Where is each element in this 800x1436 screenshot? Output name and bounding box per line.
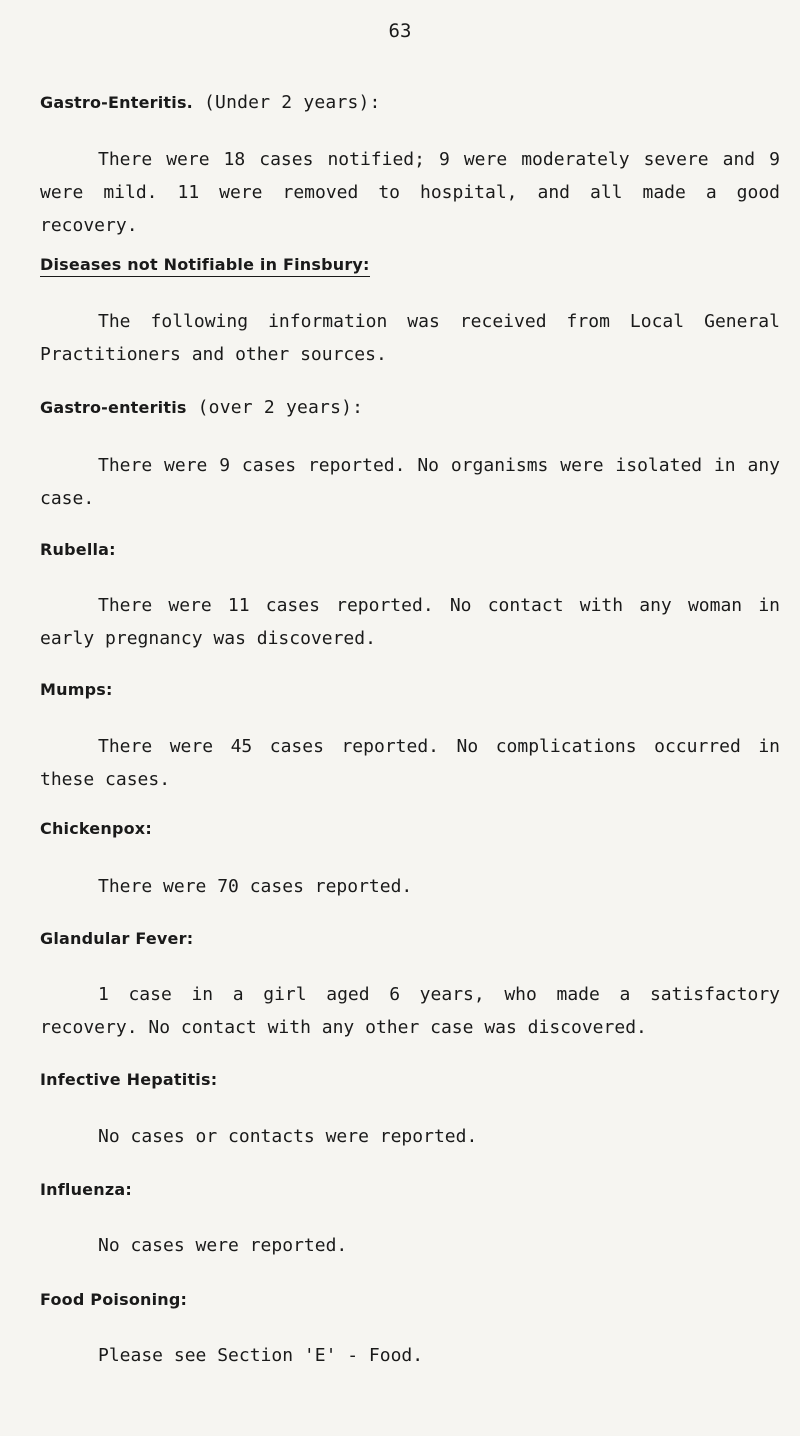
rubella-heading-row <box>40 540 780 559</box>
mumps-paragraph: There were 45 cases reported. No complications occurred in these cases. <box>40 736 780 790</box>
influenza-paragraph: No cases were reported. <box>98 1235 348 1256</box>
influenza-heading: Influenza: <box>40 1180 132 1199</box>
diseases-not-notifiable-paragraph: The following information was received from Local General Practitioners and other sources. <box>40 311 780 365</box>
glandular-fever-paragraph: 1 case in a girl aged 6 years, who made a satisfactory recovery. No contact with any other case was discovered. <box>40 984 780 1038</box>
infective-hepatitis-heading: Infective Hepatitis: <box>40 1070 218 1089</box>
heading-suffix: (over 2 years): <box>186 397 364 418</box>
mumps-heading: Mumps: <box>40 680 113 699</box>
page-number: 63 <box>388 20 412 42</box>
glandular-fever-heading: Glandular Fever: <box>40 929 194 948</box>
infective-hepatitis-heading-row <box>40 1070 780 1089</box>
diseases-not-notifiable-heading: Diseases not Notifiable in Finsbury: <box>40 255 370 277</box>
glandular-fever-heading-row <box>40 929 780 948</box>
food-poisoning-heading: Food Poisoning: <box>40 1290 188 1309</box>
infective-hepatitis-paragraph: No cases or contacts were reported. <box>98 1126 478 1147</box>
chickenpox-heading: Chickenpox: <box>40 819 152 838</box>
gastro-enteritis-over-2-paragraph: There were 9 cases reported. No organisms were isolated in any case. <box>40 455 780 509</box>
heading-suffix: (Under 2 years): <box>192 92 381 113</box>
gastro-enteritis-under-2-heading <box>40 92 780 113</box>
section-title <box>40 255 780 277</box>
food-poisoning-heading-row <box>40 1290 780 1309</box>
heading-text: Gastro-enteritis <box>40 398 187 417</box>
heading-text: Gastro-Enteritis. <box>40 93 193 112</box>
influenza-heading-row <box>40 1180 780 1199</box>
rubella-paragraph: There were 11 cases reported. No contact with any woman in early pregnancy was discovered. <box>40 595 780 649</box>
chickenpox-heading-row <box>40 819 780 838</box>
food-poisoning-paragraph: Please see Section 'E' - Food. <box>98 1345 424 1366</box>
gastro-enteritis-under-2-paragraph: There were 18 cases notified; 9 were moderately severe and 9 were mild. 11 were removed to hospital, and all made a good recovery. <box>40 149 780 236</box>
gastro-enteritis-over-2-heading <box>40 397 780 418</box>
chickenpox-paragraph: There were 70 cases reported. <box>98 876 413 897</box>
rubella-heading: Rubella: <box>40 540 116 559</box>
mumps-heading-row <box>40 680 780 699</box>
